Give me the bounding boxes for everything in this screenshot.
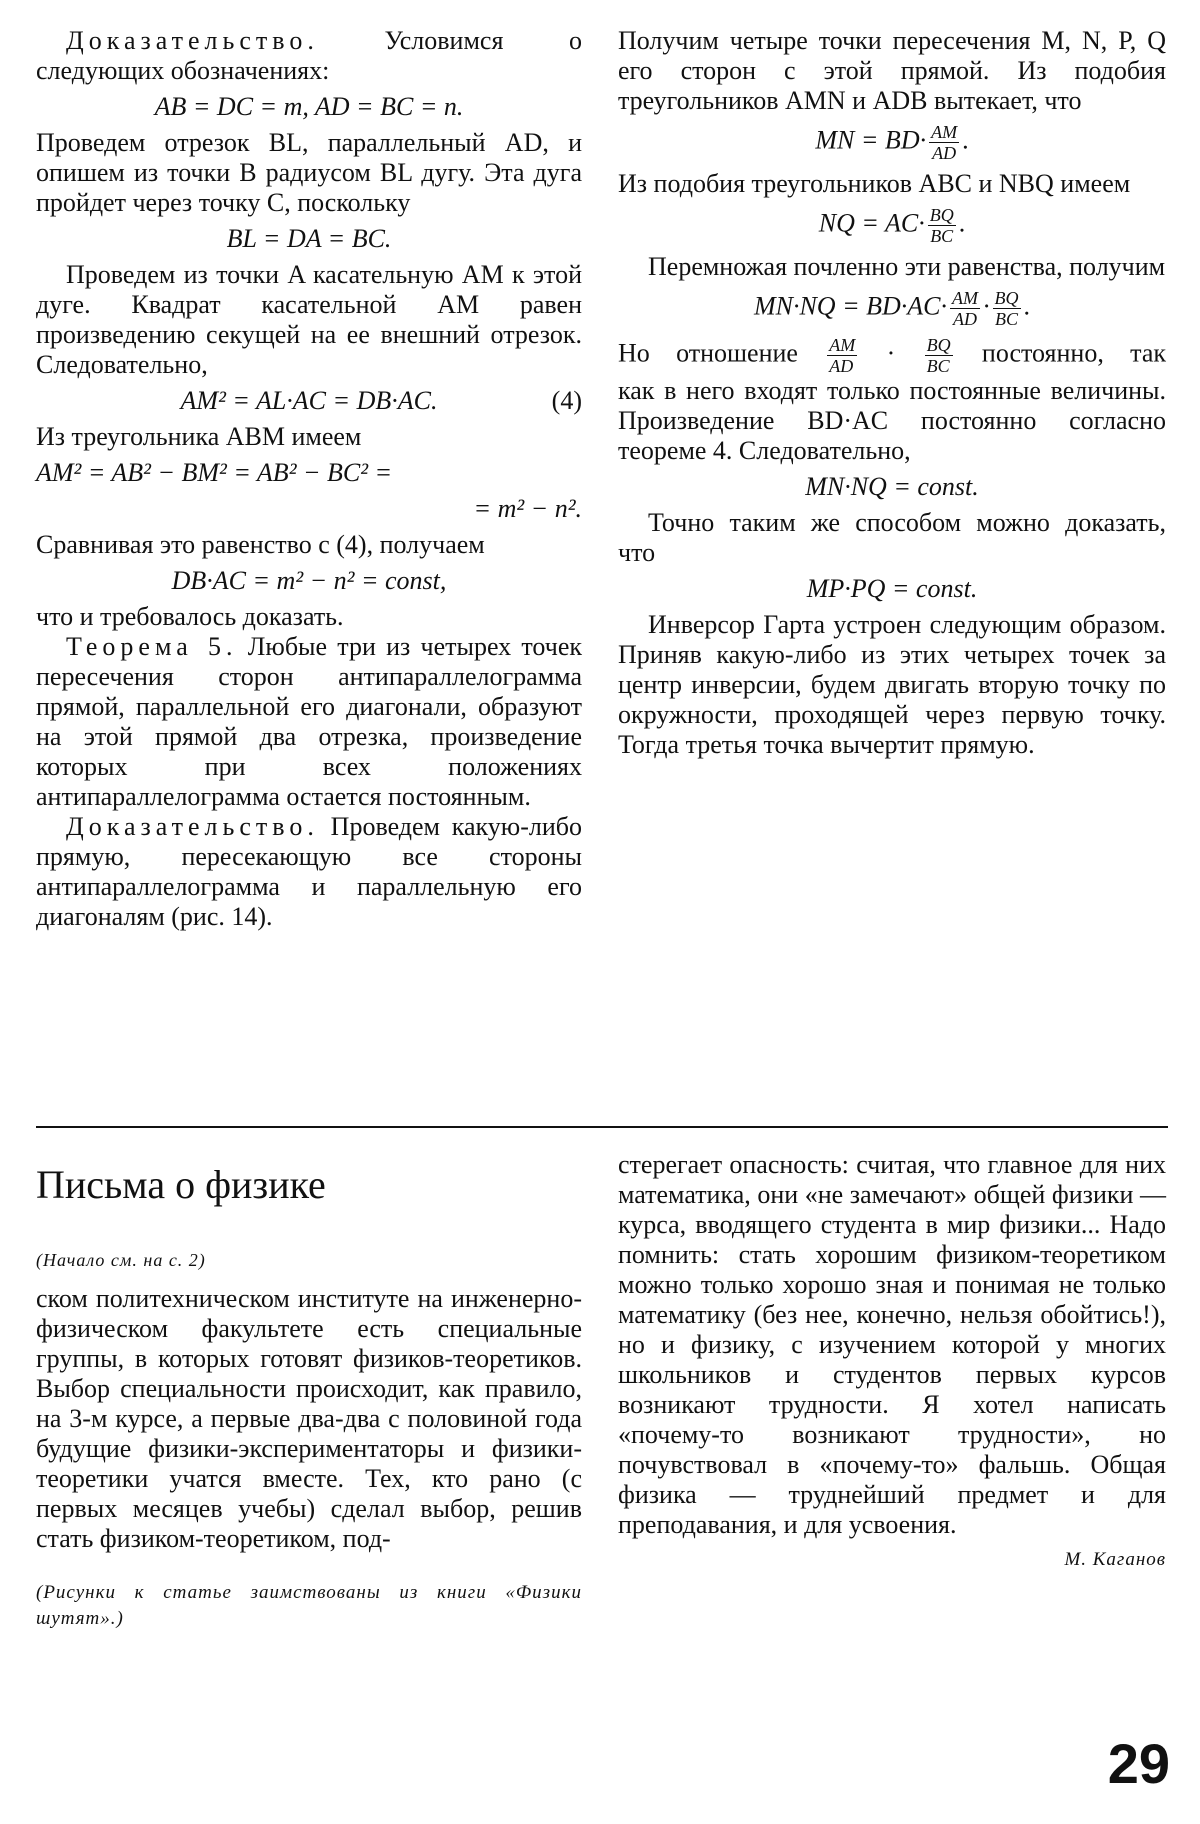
proof-theorem-5: Доказательство. Проведем какую-либо прямую, пересекающую все стороны антипараллелограмма и параллельную его диагоналям (рис. 14). bbox=[36, 812, 582, 931]
paragraph-constant: как в него входят только постоянные величины. Произведение BD·AC постоянно согласно теореме 4. Следовательно, bbox=[618, 376, 1166, 465]
formula-bl: BL = DA = BC. bbox=[226, 224, 392, 253]
fraction-am-ad-3: $\frac{AM}{AD}$ bbox=[829, 335, 856, 376]
formula-mn-nq: MN·NQ = BD·AC· $\frac{AM}{AD}$ · $\frac{BQ}{BC}$ . bbox=[753, 288, 1031, 329]
paragraph-triangle-abm: Из треугольника ABM имеем bbox=[36, 422, 362, 451]
formula-definitions: AB = DC = m, AD = BC = n. bbox=[154, 92, 464, 121]
paragraph-compare: Сравнивая это равенство с (4), получаем bbox=[36, 530, 485, 559]
proof-intro: Доказательство. Условимся о следующих обозначениях: bbox=[36, 26, 582, 85]
paragraph-similarly: Точно таким же способом можно доказать, что bbox=[618, 508, 1166, 567]
author-signature: М. Каганов bbox=[1064, 1549, 1166, 1570]
theorem-5: Теорема 5. Любые три из четырех точек пересечения сторон антипараллелограмма прямой, параллельной его диагонали, образуют на этой прямой два отрезка, произведение которых при всех положениях антипараллелограмма остается постоянным. bbox=[36, 632, 583, 811]
fraction-am-ad-2: $\frac{AM}{AD}$ bbox=[952, 288, 979, 329]
continuation-note: (Начало см. на с. 2) bbox=[36, 1250, 206, 1270]
fraction-bq-bc-3: $\frac{BQ}{BC}$ bbox=[926, 335, 951, 376]
formula-mn: MN = BD· $\frac{AM}{AD}$ . bbox=[815, 122, 969, 163]
formula-nq: NQ = AC· $\frac{BQ}{BC}$ . bbox=[818, 205, 966, 246]
formula-4: AM² = AL·AC = DB·AC. (4) bbox=[180, 386, 582, 415]
fraction-am-ad: $\frac{AM}{AD}$ bbox=[931, 122, 958, 163]
paragraph-qed: что и требовалось доказать. bbox=[36, 602, 344, 631]
paragraph-bl: Проведем отрезок BL, параллельный AD, и опишем из точки B радиусом BL дугу. Эта дуга пройдет через точку C, поскольку bbox=[36, 128, 582, 217]
article-text-left: ском политехническом институте на инженерно-физическом факультете есть специальные группы, в которых готовят физиков-теоретиков. Выбор специальности происходит, как правило, на 3-м курсе, а первые два-два с половиной года будущие физики-экспериментаторы и физики-теоретики учатся вместе. Тех, кто рано (с первых месяцев учебы) сделал выбор, решив стать физиком-теоретиком, под- bbox=[36, 1284, 582, 1553]
fraction-bq-bc: $\frac{BQ}{BC}$ bbox=[929, 205, 954, 246]
left-column-top bbox=[36, 26, 582, 932]
credit-note: (Рисунки к статье заимствованы из книги «Физики шутят».) bbox=[36, 1582, 582, 1629]
article-title: Письма о физике bbox=[36, 1162, 326, 1207]
article-text-right: стерегает опасность: считая, что главное для них математика, они «не замечают» общей физики — курса, вводящего студента в мир физики... Надо помнить: стать хорошим физиком-теоретиком можно только хорошо зная и понимая не только математику (без нее, конечно, нельзя обойтись!), но и физику, с изучением которой у многих школьников и студентов первых курсов возникают трудности. Я хотел написать «почему-то возникают трудности», но почувствовал в «почему-то» фальшь. Общая физика — труднейший предмет и для преподавания, и для усвоения. bbox=[618, 1150, 1166, 1539]
section-divider bbox=[36, 1126, 1168, 1128]
paragraph-multiply: Перемножая почленно эти равенства, получим bbox=[648, 252, 1166, 281]
formula-am-line2: = m² − n². bbox=[473, 494, 582, 523]
paragraph-ratio: Но отношение $\frac{AM}{AD}$ · $\frac{BQ}{BC}$ постоянно, так bbox=[618, 335, 1167, 376]
page-number: 29 bbox=[1107, 1732, 1170, 1795]
formula-mp-pq-const: MP·PQ = const. bbox=[806, 574, 978, 603]
left-column-bottom bbox=[36, 1248, 582, 1632]
fraction-bq-bc-2: $\frac{BQ}{BC}$ bbox=[994, 288, 1019, 329]
formula-am-line1: AM² = AB² − BM² = AB² − BC² = bbox=[36, 458, 393, 487]
paragraph-points: Получим четыре точки пересечения M, N, P, Q его сторон с этой прямой. Из подобия треугольников AMN и ADB вытекает, что bbox=[618, 26, 1166, 115]
formula-mn-nq-const: MN·NQ = const. bbox=[805, 472, 979, 501]
right-column-bottom bbox=[618, 1150, 1166, 1572]
formula-const: DB·AC = m² − n² = const, bbox=[171, 566, 447, 595]
paragraph-inversor: Инверсор Гарта устроен следующим образом. Приняв какую-либо из этих четырех точек за центр инверсии, будем двигать вторую точку по окружности, проходящей через первую точку. Тогда третья точка вычертит прямую. bbox=[618, 610, 1166, 759]
equation-number: (4) bbox=[551, 386, 582, 415]
right-column-top bbox=[618, 26, 1166, 760]
paragraph-abc-nbq: Из подобия треугольников ABC и NBQ имеем bbox=[618, 169, 1131, 198]
paragraph-tangent: Проведем из точки A касательную AM к этой дуге. Квадрат касательной AM равен произведению секущей на ее внешний отрезок. Следовательно, bbox=[36, 260, 582, 379]
